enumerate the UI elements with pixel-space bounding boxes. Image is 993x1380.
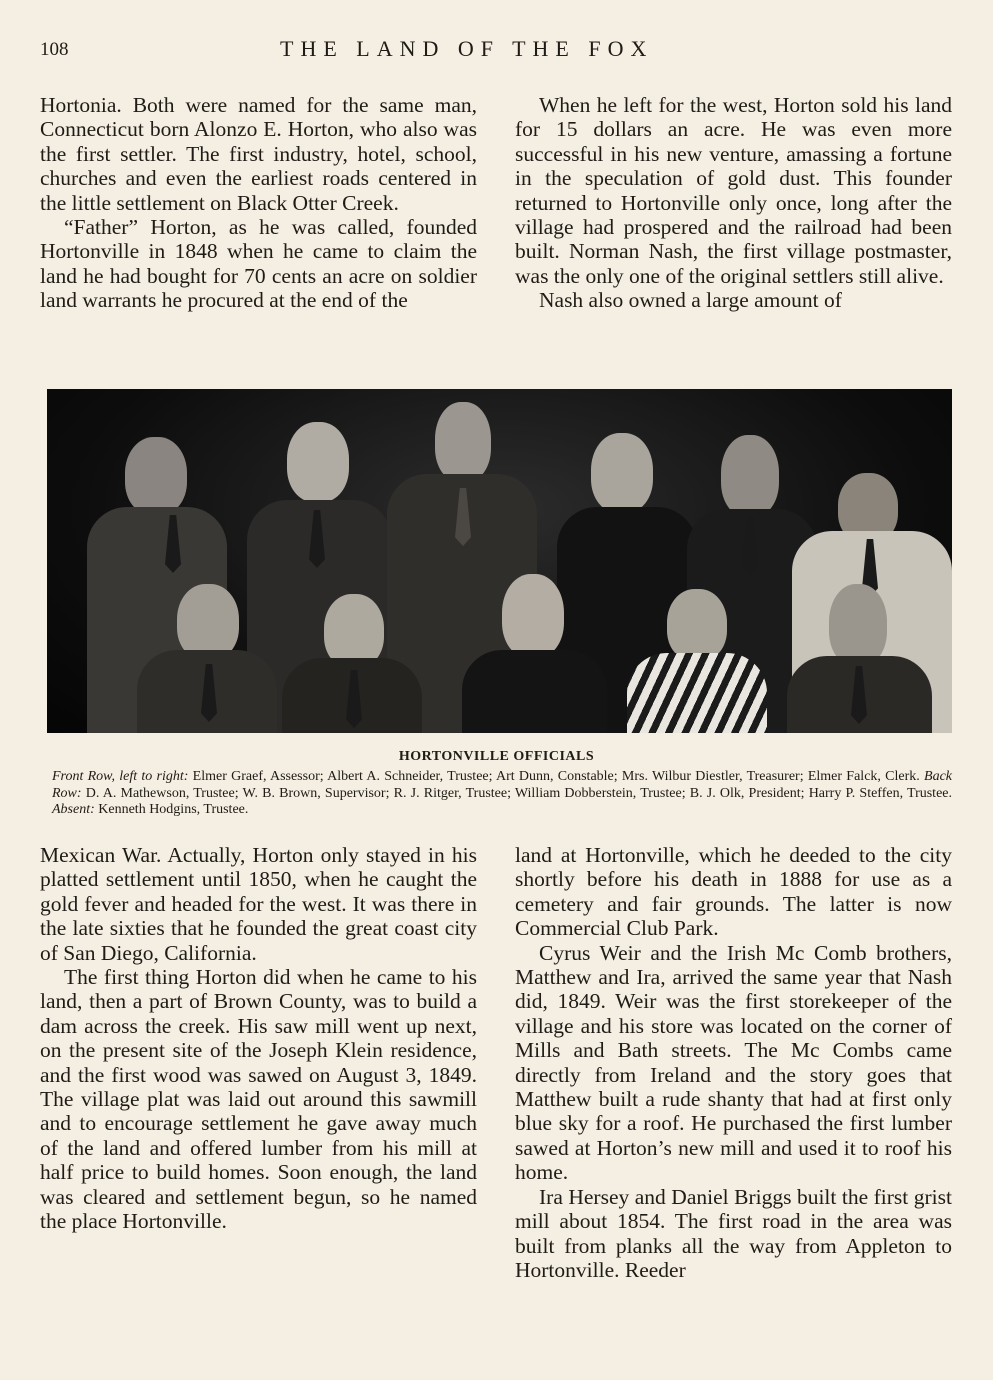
photo-caption	[52, 769, 952, 819]
running-title: THE LAND OF THE FOX	[280, 36, 654, 61]
page-number: 108	[40, 39, 69, 60]
bottom-left-column	[40, 843, 477, 1234]
top-right-column	[515, 93, 952, 313]
paragraph: Cyrus Weir and the Irish Mc Comb brothers, Matthew and Ira, arrived the same year that Nash did, 1849. Weir was the first storekeeper of the village and his store was located on the corner of Mills and Bath streets. The Mc Combs came directly from Ireland and the story goes that Matthew built a rude shanty that had at first only blue sky for a roof. He purchased the first lumber sawed at Horton’s new mill and used it to roof his home.	[515, 940, 952, 1185]
caption-absent-label: Absent:	[52, 802, 95, 817]
paragraph: Ira Hersey and Daniel Briggs built the first grist mill about 1854. The first road in the area was built from planks all the way from Appleton to Hortonville. Reeder	[515, 1184, 952, 1282]
paragraph: land at Hortonville, which he deeded to the city shortly before his death in 1888 for use as a cemetery and fair grounds. The latter is now Commercial Club Park.	[515, 843, 952, 941]
caption-front-label: Front Row, left to right:	[52, 769, 189, 784]
caption-back-label: Back Row:	[52, 769, 952, 801]
caption-back-text: D. A. Mathewson, Trustee; W. B. Brown, Supervisor; R. J. Ritger, Trustee; William Dobberstein, Trustee; B. J. Olk, President; Harry P. Steffen, Trustee.	[81, 785, 952, 801]
top-left-column	[40, 93, 477, 313]
photo-caption-title: HORTONVILLE OFFICIALS	[398, 749, 595, 764]
group-photo	[47, 389, 952, 733]
paragraph: Nash also owned a large amount of	[539, 288, 842, 313]
paragraph: The first thing Horton did when he came to his land, then a part of Brown County, was to build a dam across the creek. His saw mill went up next, on the present site of the Joseph Klein residence, and the first wood was sawed on August 3, 1849. The village plat was laid out around this sawmill and to encourage settlement he gave away much of the land and offered lumber from his mill at half price to build homes. Soon enough, the land was cleared and settlement begun, so he named the place Hortonville.	[40, 965, 477, 1234]
caption-front-text: Elmer Graef, Assessor; Albert A. Schneider, Trustee; Art Dunn, Constable; Mrs. Wilbur Diestler, Treasurer; Elmer Falck, Clerk.	[188, 769, 925, 784]
paragraph: “Father” Horton, as he was called, founded Hortonville in 1848 when he came to claim the land he had bought for 70 cents an acre on soldier land warrants he procured at the end of the	[40, 215, 477, 313]
paragraph: When he left for the west, Horton sold his land for 15 dollars an acre. He was even more successful in his new venture, amassing a fortune in the speculation of gold dust. This founder returned to Hortonville only once, long after the village had prospered and the railroad had been built. Norman Nash, the first village postmaster, was the only one of the original settlers still alive.	[515, 93, 952, 288]
bottom-right-column	[515, 843, 952, 1282]
paragraph: Hortonia. Both were named for the same man, Connecticut born Alonzo E. Horton, who also was the first settler. The first industry, hotel, school, churches and even the earliest roads centered in the little settlement on Black Otter Creek.	[40, 93, 477, 215]
caption-absent-text: Kenneth Hodgins, Trustee.	[94, 802, 249, 817]
paragraph: Mexican War. Actually, Horton only stayed in his platted settlement until 1850, when he caught the gold fever and headed for the west. It was there in the late sixties that he founded the great coast city of San Diego, California.	[40, 843, 477, 965]
